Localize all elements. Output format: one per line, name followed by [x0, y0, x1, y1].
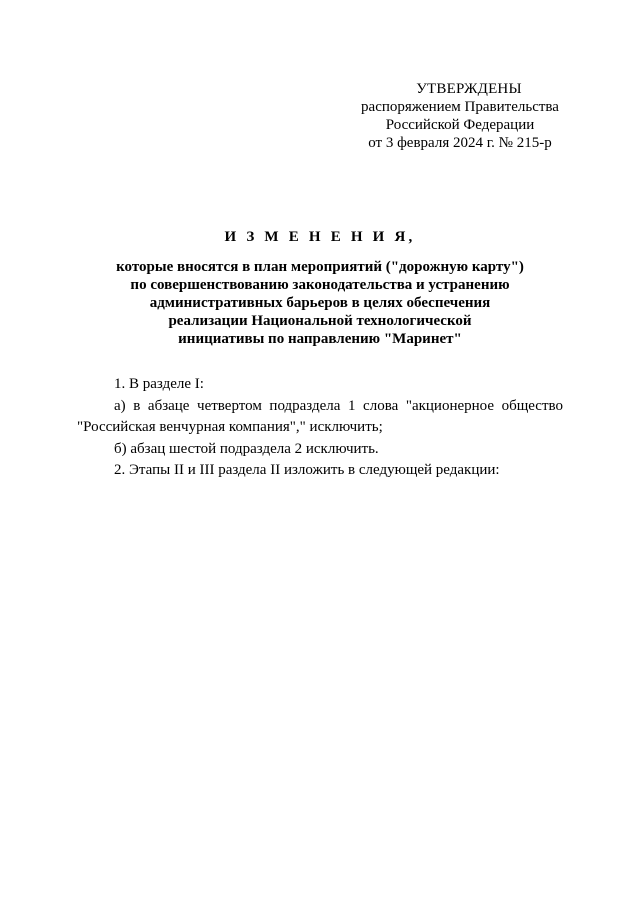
approval-block — [340, 80, 580, 152]
document-title — [60, 228, 580, 348]
approval-heading: УТВЕРЖДЕНЫ — [416, 81, 522, 97]
paragraph-item-b: б) абзац шестой подраздела 2 исключить. — [114, 440, 379, 457]
paragraph-item-a-line-1: а) в абзаце четвертом подраздела 1 слова "акционерное общество — [114, 397, 563, 414]
approval-line-date: от 3 февраля 2024 г. № 215-р — [368, 135, 552, 151]
title-line-3: административных барьеров в целях обеспечения — [149, 295, 491, 311]
title-heading: И З М Е Н Е Н И Я, — [224, 229, 416, 245]
title-line-2: по совершенствованию законодательства и устранению — [130, 277, 510, 293]
paragraph-item-a-line-2: "Российская венчурная компания"," исключить; — [77, 419, 383, 435]
title-line-5: инициативы по направлению "Маринет" — [178, 331, 462, 347]
title-line-1: которые вносятся в план мероприятий ("дорожную карту") — [116, 259, 524, 275]
paragraph-section-1: 1. В разделе I: — [114, 376, 204, 392]
approval-line-order: распоряжением Правительства — [361, 99, 559, 115]
title-line-4: реализации Национальной технологической — [168, 313, 472, 329]
document-body — [77, 374, 563, 482]
approval-line-authority: Российской Федерации — [385, 117, 535, 133]
paragraph-section-2: 2. Этапы II и III раздела II изложить в следующей редакции: — [114, 462, 500, 478]
